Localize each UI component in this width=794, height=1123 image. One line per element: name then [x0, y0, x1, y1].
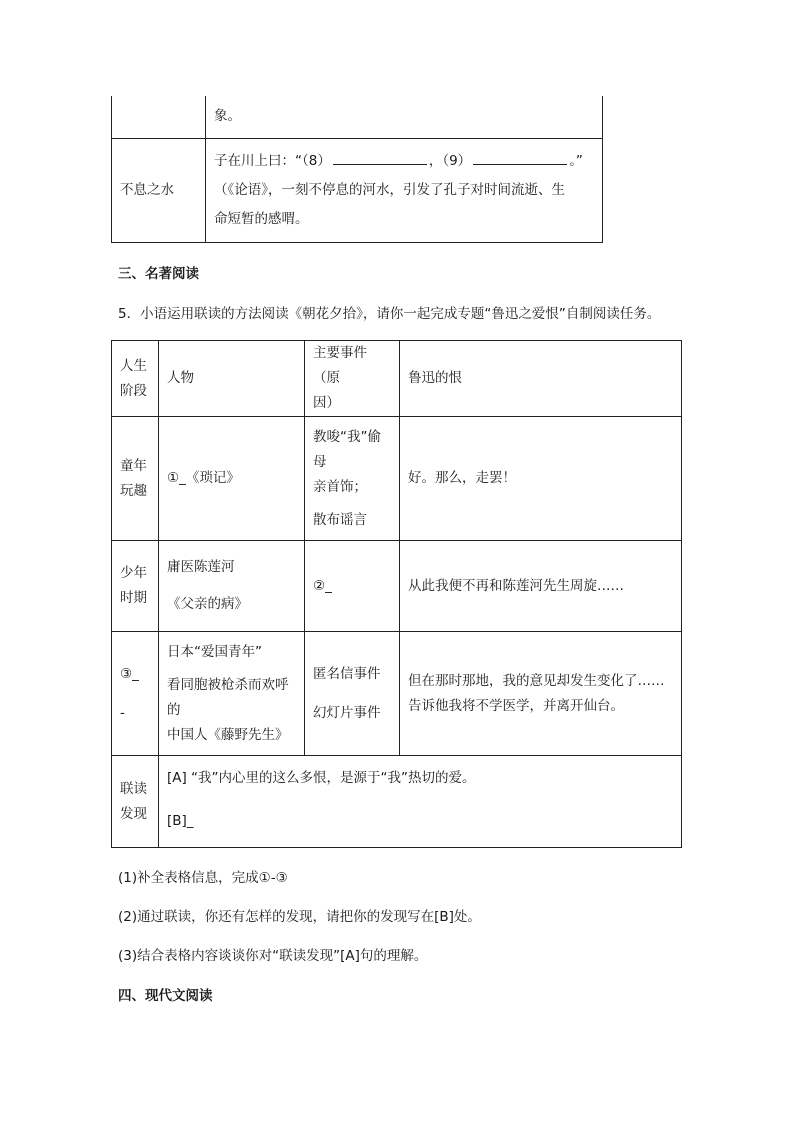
table-row: [112, 632, 682, 756]
cell-text: 玩趣: [120, 482, 147, 499]
cell-text: 《父亲的病》: [167, 596, 248, 612]
reading-task-table: [111, 340, 682, 848]
table-row: [112, 96, 603, 138]
cell-text: [A] “我”内心里的这么多恨，是源于“我”热切的爱。: [167, 770, 476, 786]
table-cell: [400, 417, 682, 541]
table-cell: [159, 341, 305, 417]
header-text: 主要事件（原: [313, 345, 367, 386]
header-text: 人物: [167, 370, 194, 386]
table-cell: [112, 541, 159, 632]
quote-text: 子在川上曰：“（8）: [214, 152, 331, 169]
header-text: 因）: [313, 395, 340, 411]
cell-text: 散布谣言: [313, 511, 367, 528]
quote-line: [214, 147, 594, 176]
header-text: 人生: [120, 357, 147, 374]
cell-text: 象。: [214, 108, 241, 125]
section-title-4: 四、现代文阅读: [118, 988, 213, 1004]
sub-question-3: (3)结合表格内容谈谈你对“联读发现”[A]句的理解。: [118, 948, 428, 964]
cell-text: 中国人《藤野先生》: [167, 726, 289, 743]
table-row: [112, 417, 682, 541]
table-cell: [159, 541, 305, 632]
cell-text: 教唆“我”偷母: [313, 428, 381, 470]
table-cell: [305, 541, 400, 632]
table-row: [112, 138, 603, 242]
table-cell: [112, 632, 159, 756]
cell-text: 匿名信事件: [313, 665, 381, 682]
cell-text: 庸医陈莲河: [167, 559, 235, 575]
cell-text: [B]_: [167, 813, 194, 829]
table-cell: [206, 138, 603, 242]
cell-text: 日本“爱国青年”: [167, 643, 262, 660]
table-row: [112, 541, 682, 632]
question-5: 5．小语运用联读的方法阅读《朝花夕拾》，请你一起完成专题“鲁迅之爱恨”自制阅读任务。: [118, 306, 661, 322]
answer-blank-8[interactable]: [333, 150, 427, 165]
section-title-3: 三、名著阅读: [118, 266, 199, 282]
table-cell: [305, 341, 400, 417]
cell-text: 告诉他我将不学医学，并离开仙台。: [408, 697, 624, 714]
answer-blank-9[interactable]: [473, 150, 567, 165]
sub-question-1: (1)补全表格信息，完成①-③: [118, 870, 288, 886]
table-cell: [159, 417, 305, 541]
table-cell: [159, 632, 305, 756]
cell-text: 亲首饰；: [313, 478, 367, 495]
table-cell: [206, 96, 603, 138]
table-cell: [159, 756, 682, 848]
cell-text: 看同胞被枪杀而欢呼的: [167, 676, 289, 718]
table-cell: [305, 417, 400, 541]
cell-text: 从此我便不再和陈莲河先生周旋……: [408, 577, 624, 594]
cell-text: 少年: [120, 565, 147, 581]
cell-text: 童年: [120, 457, 147, 474]
quote-line: （《论语》，一刻不停息的河水，引发了孔子对时间流逝、生: [214, 181, 565, 198]
row-label: 不息之水: [120, 181, 174, 198]
table-cell: [112, 341, 159, 417]
cell-text: 好。那么，走罢！: [408, 470, 516, 486]
table-cell: [305, 632, 400, 756]
cell-text: 联读: [120, 780, 147, 797]
poetry-table: [111, 96, 603, 243]
cell-text: 但在那时那地，我的意见却发生变化了……: [408, 672, 665, 689]
table-row: [112, 341, 682, 417]
table-cell: [400, 341, 682, 417]
table-cell: [400, 541, 682, 632]
quote-text: 。”: [569, 152, 583, 169]
header-text: 鲁迅的恨: [408, 370, 462, 386]
header-text: 阶段: [120, 382, 147, 399]
table-cell: [112, 417, 159, 541]
sub-question-2: (2)通过联读，你还有怎样的发现，请把你的发现写在[B]处。: [118, 909, 481, 925]
table-cell: [112, 756, 159, 848]
cell-text: 幻灯片事件: [313, 704, 381, 721]
cell-text: 发现: [120, 805, 147, 822]
table-cell: [112, 138, 206, 242]
table-cell: [112, 96, 206, 138]
cell-text: ③_: [120, 665, 139, 682]
cell-text: ①_《琐记》: [167, 470, 240, 486]
table-row: [112, 756, 682, 848]
cell-text: 时期: [120, 590, 147, 606]
cell-text: ②_: [313, 577, 332, 594]
quote-line: 命短暂的感喟。: [214, 210, 309, 227]
quote-text: ，（9）: [428, 152, 472, 169]
table-cell: [400, 632, 682, 756]
cell-text: -: [120, 704, 125, 721]
